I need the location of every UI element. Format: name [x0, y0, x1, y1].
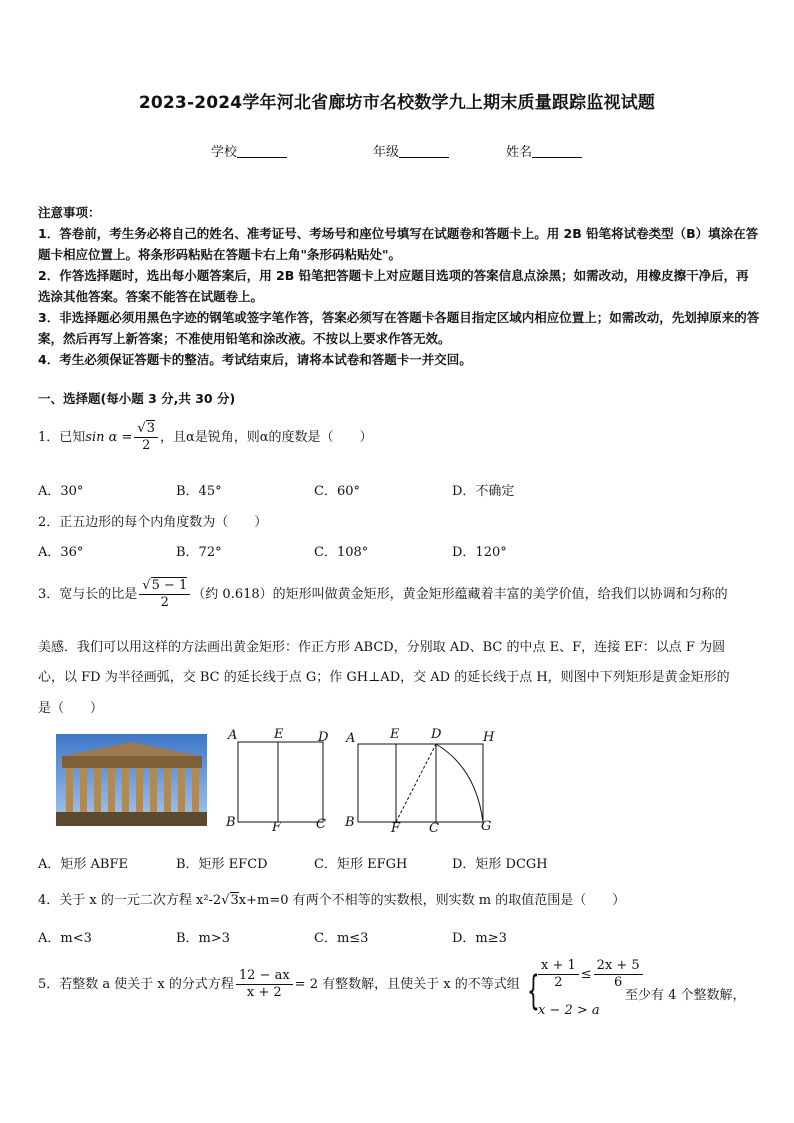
- ineq1-left-numerator: x + 1: [538, 958, 579, 975]
- question-5: [38, 968, 520, 1001]
- fig2-label-b: B: [345, 815, 355, 830]
- q3-line3: 心，以 FD 为半径画弧，交 BC 的延长线于点 G；作 GH⊥AD，交 AD 的延长线于点 H，则图中下列矩形是黄金矩形的: [38, 670, 730, 685]
- school-blank[interactable]: [237, 144, 287, 158]
- q5-suffix: 至少有 4 个整数解，: [625, 988, 746, 1003]
- q2-option-c[interactable]: C．108°: [314, 545, 369, 560]
- fig1-label-a: A: [228, 728, 238, 743]
- fig1-label-b: B: [226, 815, 236, 830]
- ineq1-right-numerator: 2x + 5: [594, 958, 643, 975]
- q3-option-c[interactable]: C．矩形 EFGH: [314, 857, 408, 872]
- grade-field: [373, 141, 449, 160]
- section-heading: 一、选择题(每小题 3 分,共 30 分): [38, 391, 236, 406]
- q3-fraction: $\frac{√5 - 1}{2}$: [139, 578, 190, 611]
- parthenon-photo: [56, 734, 207, 826]
- q1-option-d[interactable]: D．不确定: [452, 484, 515, 499]
- name-label: 姓名: [506, 145, 533, 160]
- ineq1-left-denominator: 2: [554, 975, 563, 990]
- q4-option-d[interactable]: D．m≥3: [452, 931, 507, 946]
- q3-line4: 是（ ）: [38, 701, 104, 716]
- q5-fraction: [236, 968, 293, 1001]
- q3-option-d[interactable]: D．矩形 DCGH: [452, 857, 548, 872]
- q1-option-b[interactable]: B．45°: [176, 484, 222, 499]
- fig2-label-h: H: [483, 730, 495, 745]
- fig2-label-e: E: [390, 727, 400, 742]
- q1-suffix: ，且α是锐角，则α的度数是（ ）: [160, 430, 373, 445]
- fig1-label-e: E: [274, 727, 284, 742]
- q2-option-d[interactable]: D．120°: [452, 545, 507, 560]
- q1-option-c[interactable]: C．60°: [314, 484, 360, 499]
- notice-heading: 注意事项：: [38, 205, 101, 220]
- fig1-label-d: D: [318, 730, 329, 745]
- q2-option-a[interactable]: A．36°: [38, 545, 84, 560]
- name-blank[interactable]: [532, 144, 582, 158]
- q1-numerator: 3: [146, 421, 155, 436]
- q3-denominator: 2: [160, 595, 169, 610]
- fig2-label-a: A: [346, 731, 356, 746]
- name-field: [506, 141, 582, 160]
- q5-frac-denominator: x + 2: [246, 985, 282, 1000]
- figure-golden-rectangle: [350, 728, 500, 834]
- q5-mid: = 2 有整数解，且使关于 x 的不等式组: [294, 977, 520, 992]
- q1-prefix: 1．已知: [38, 430, 86, 445]
- ineq1-right-denominator: 6: [614, 975, 623, 990]
- brace-icon: {: [527, 968, 540, 1014]
- school-label: 学校: [211, 145, 238, 160]
- notice-item: 1．答卷前，考生务必将自己的姓名、准考证号、考场号和座位号填写在试题卷和答题卡上。用 2B 铅笔将试卷类型（B）填涂在答题卡相应位置上。将条形码粘贴在答题卡右上角"条形码粘贴处"。: [38, 226, 759, 262]
- question-2: 2．正五边形的每个内角度数为（ ）: [38, 515, 268, 530]
- fig2-label-d: D: [431, 727, 442, 742]
- q1-fraction: $\frac{√3}{2}$: [134, 421, 158, 454]
- question-3: [38, 578, 760, 611]
- q4-prefix: 4．关于 x 的一元二次方程 x²-2: [38, 893, 222, 908]
- q4-radicand: 3: [230, 893, 239, 908]
- grade-label: 年级: [373, 145, 400, 160]
- fig2-label-f: F: [391, 821, 401, 836]
- q5-prefix: 5．若整数 a 使关于 x 的分式方程: [38, 977, 234, 992]
- question-1: [38, 421, 373, 454]
- q3-line1: （约 0.618）的矩形叫做黄金矩形，黄金矩形蕴藏着丰富的美学价值，给我们以协调和匀称的: [192, 587, 728, 602]
- q3-numerator: 5 − 1: [151, 578, 188, 593]
- fig1-label-f: F: [272, 820, 282, 835]
- q2-option-b[interactable]: B．72°: [176, 545, 222, 560]
- q3-option-b[interactable]: B．矩形 EFCD: [176, 857, 268, 872]
- question-4: 4．关于 x 的一元二次方程 x²-2√3x+m=0 有两个不相等的实数根，则实数 m 的取值范围是（ ）: [38, 893, 626, 908]
- notice-block: [38, 202, 760, 370]
- q5-frac-numerator: 12 − ax: [236, 968, 293, 985]
- fig2-label-g: G: [481, 819, 492, 834]
- q4-option-a[interactable]: A．m<3: [38, 931, 92, 946]
- fig1-label-c: C: [316, 817, 326, 832]
- q1-func: sin α =: [85, 430, 133, 445]
- q4-suffix: x+m=0 有两个不相等的实数根，则实数 m 的取值范围是（ ）: [238, 893, 626, 908]
- q1-option-a[interactable]: A．30°: [38, 484, 84, 499]
- q3-line2: 美感．我们可以用这样的方法画出黄金矩形：作正方形 ABCD，分别取 AD、BC 的中点 E、F，连接 EF：以点 F 为圆: [38, 640, 726, 655]
- ineq1-operator: ≤: [580, 967, 592, 982]
- grade-blank[interactable]: [399, 144, 449, 158]
- inequality-2: x − 2 > a: [538, 1003, 600, 1018]
- school-field: [211, 141, 287, 160]
- notice-item: 4．考生必须保证答题卡的整洁。考试结束后，请将本试卷和答题卡一并交回。: [38, 352, 472, 367]
- q3-prefix: 3．宽与长的比是: [38, 587, 138, 602]
- notice-item: 2．作答选择题时，选出每小题答案后，用 2B 铅笔把答题卡上对应题目选项的答案信息点涂黑；如需改动，用橡皮擦干净后，再选涂其他答案。答案不能答在试题卷上。: [38, 268, 749, 304]
- notice-item: 3．非选择题必须用黑色字迹的钢笔或签字笔作答，答案必须写在答题卡各题目指定区域内相应位置上；如需改动，先划掉原来的答案，然后再写上新答案；不准使用铅笔和涂改液。不按以上要求作答无效。: [38, 310, 760, 346]
- fig2-label-c: C: [429, 821, 439, 836]
- q4-option-c[interactable]: C．m≤3: [314, 931, 369, 946]
- q3-option-a[interactable]: A．矩形 ABFE: [38, 857, 128, 872]
- q1-denominator: 2: [142, 438, 151, 453]
- page-title: 2023-2024学年河北省廊坊市名校数学九上期末质量跟踪监视试题: [138, 93, 656, 113]
- q4-option-b[interactable]: B．m>3: [176, 931, 231, 946]
